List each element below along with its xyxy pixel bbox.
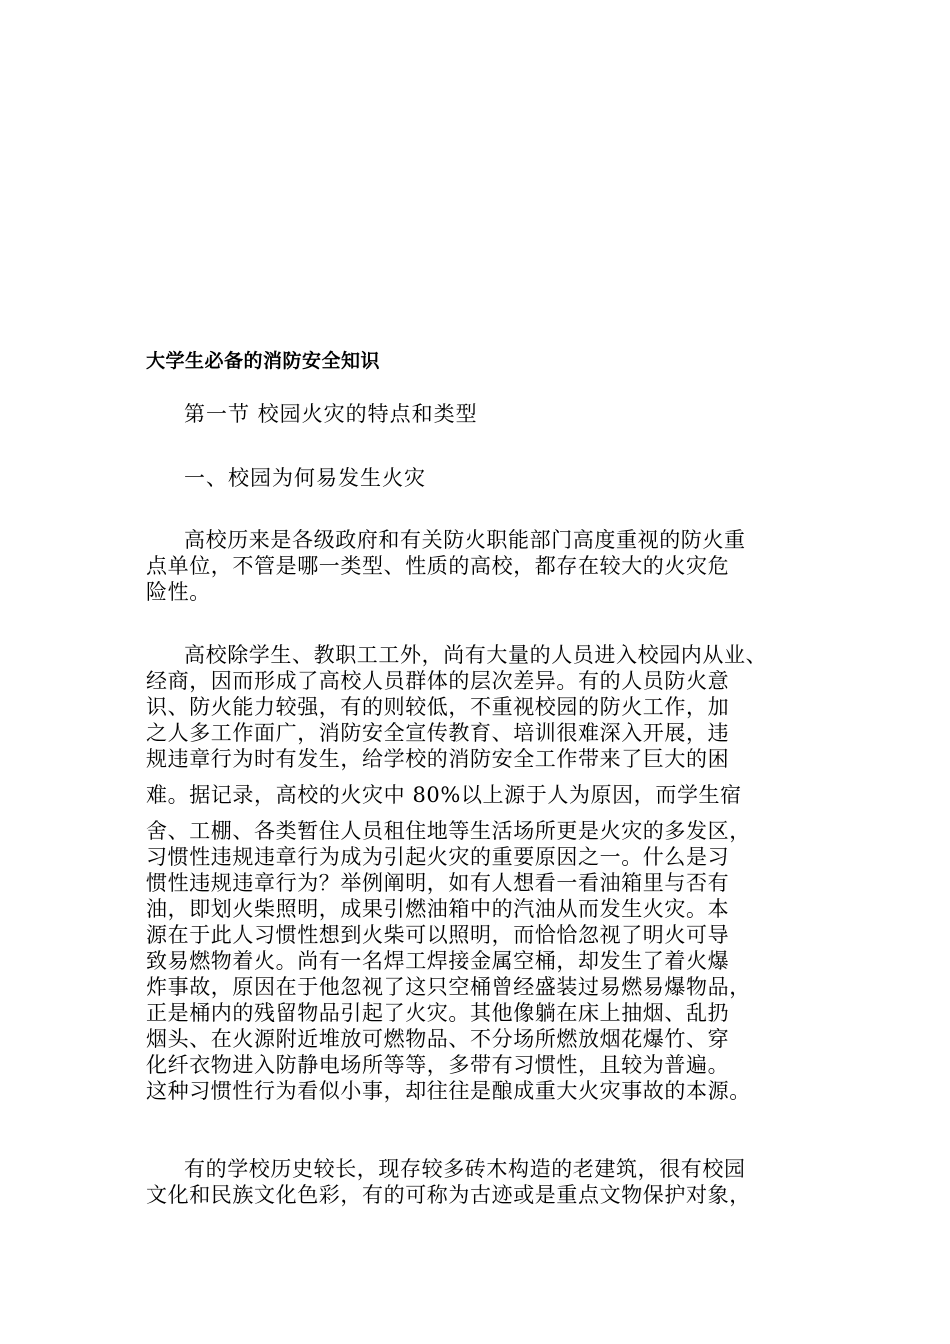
- paragraph-line: 规违章行为时有发生，给学校的消防安全工作带来了巨大的困: [146, 747, 730, 771]
- paragraph-line: 难。据记录，高校的火灾中 80%以上源于人为原因，而学生宿: [146, 783, 742, 807]
- paragraph-line: 炸事故，原因在于他忽视了这只空桶曾经盛装过易燃易爆物品，: [146, 975, 751, 999]
- paragraph-line: 习惯性违规违章行为成为引起火灾的重要原因之一。什么是习: [146, 845, 730, 869]
- paragraph-line: 之人多工作面广，消防安全宣传教育、培训很难深入开展，违: [146, 721, 730, 745]
- paragraph-line: 惯性违规违章行为？举例阐明，如有人想看一看油箱里与否有: [146, 871, 730, 895]
- document-title: 大学生必备的消防安全知识: [146, 350, 381, 372]
- paragraph-line: 烟头、在火源附近堆放可燃物品、不分场所燃放烟花爆竹、穿: [146, 1027, 730, 1051]
- paragraph-line: 有的学校历史较长，现存较多砖木构造的老建筑，很有校园: [184, 1157, 746, 1181]
- paragraph-line: 高校历来是各级政府和有关防火职能部门高度重视的防火重: [184, 528, 746, 552]
- paragraph-line: 源在于此人习惯性想到火柴可以照明，而恰恰忽视了明火可导: [146, 923, 730, 947]
- paragraph-line: 识、防火能力较强，有的则较低，不重视校园的防火工作，加: [146, 695, 730, 719]
- subsection-heading: 一、校园为何易发生火灾: [184, 466, 426, 490]
- paragraph-line: 化纤衣物进入防静电场所等等，多带有习惯性，且较为普遍。: [146, 1053, 730, 1077]
- paragraph-line: 点单位，不管是哪一类型、性质的高校，都存在较大的火灾危: [146, 554, 730, 578]
- paragraph-line: 正是桶内的残留物品引起了火灾。其他像躺在床上抽烟、乱扔: [146, 1001, 730, 1025]
- paragraph-line: 险性。: [146, 580, 211, 604]
- section-heading: 第一节 校园火灾的特点和类型: [184, 402, 478, 426]
- paragraph-line: 高校除学生、教职工工外，尚有大量的人员进入校园内从业、: [184, 643, 768, 667]
- paragraph-line: 文化和民族文化色彩，有的可称为古迹或是重点文物保护对象，: [146, 1183, 751, 1207]
- paragraph-line: 经商，因而形成了高校人员群体的层次差异。有的人员防火意: [146, 669, 730, 693]
- paragraph-line: 这种习惯性行为看似小事，却往往是酿成重大火灾事故的本源。: [146, 1079, 751, 1103]
- paragraph-line: 舍、工棚、各类暂住人员租住地等生活场所更是火灾的多发区，: [146, 819, 751, 843]
- paragraph-line: 油，即划火柴照明，成果引燃油箱中的汽油从而发生火灾。本: [146, 897, 730, 921]
- paragraph-line: 致易燃物着火。尚有一名焊工焊接金属空桶，却发生了着火爆: [146, 949, 730, 973]
